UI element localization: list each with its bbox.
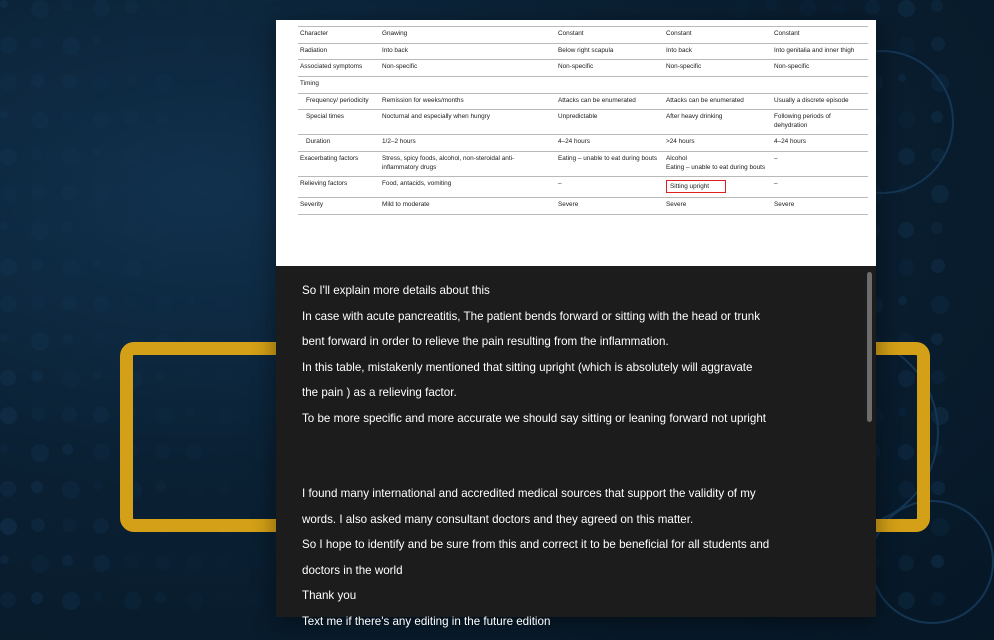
row-label: Radiation xyxy=(298,43,378,60)
table-cell: – xyxy=(770,177,868,198)
clinical-comparison-table xyxy=(276,20,876,246)
row-label: Timing xyxy=(298,76,378,93)
highlighted-cell-box: Sitting upright xyxy=(666,180,726,193)
table-row xyxy=(298,60,868,77)
row-label: Special times xyxy=(298,110,378,135)
table-row xyxy=(298,152,868,177)
table-cell: Below right scapula xyxy=(554,43,662,60)
note-line: In this table, mistakenly mentioned that sitting upright (which is absolutely will aggravate xyxy=(302,360,753,374)
table-bottom-spacer xyxy=(276,246,876,266)
table-cell: Non-specific xyxy=(554,60,662,77)
table-row xyxy=(298,93,868,110)
table-cell: Nocturnal and especially when hungry xyxy=(378,110,554,135)
table-cell: Gnawing xyxy=(378,27,554,44)
note-line: Thank you xyxy=(302,589,357,602)
scrollbar-track[interactable] xyxy=(869,266,874,617)
table-cell: Attacks can be enumerated xyxy=(662,93,770,110)
table-cell: Severe xyxy=(554,198,662,215)
table-cell: 4–24 hours xyxy=(770,135,868,152)
row-label: Duration xyxy=(298,135,378,152)
table-cell: Into back xyxy=(378,43,554,60)
table-row xyxy=(298,198,868,215)
note-line: words. I also asked many consultant doctors and they agreed on this matter. xyxy=(302,512,694,526)
note-line: Text me if there's any editing in the future edition xyxy=(302,614,551,628)
table-cell: Into back xyxy=(662,43,770,60)
table-cell: Constant xyxy=(662,27,770,44)
table xyxy=(298,26,868,215)
note-line: bent forward in order to relieve the pain resulting from the inflammation. xyxy=(302,335,669,348)
table-cell: Unpredictable xyxy=(554,110,662,135)
table-row xyxy=(298,110,868,135)
table-cell: Constant xyxy=(554,27,662,44)
note-line: the pain ) as a relieving factor. xyxy=(302,386,457,399)
document-card xyxy=(276,20,876,628)
note-line: In case with acute pancreatitis, The patient bends forward or sitting with the head or trunk xyxy=(302,309,760,323)
section-filler xyxy=(378,76,868,93)
note-line xyxy=(302,431,850,481)
author-note-text xyxy=(276,266,876,628)
table-row xyxy=(298,135,868,152)
row-label: Relieving factors xyxy=(298,177,378,198)
table-cell: Following periods of dehydration xyxy=(770,110,868,135)
table-cell: – xyxy=(554,177,662,198)
row-label: Associated symptoms xyxy=(298,60,378,77)
table-cell: Eating – unable to eat during bouts xyxy=(554,152,662,177)
table-cell: >24 hours xyxy=(662,135,770,152)
note-line: doctors in the world xyxy=(302,563,403,577)
table-cell: 1/2–2 hours xyxy=(378,135,554,152)
table-cell: Into genitalia and inner thigh xyxy=(770,43,868,60)
row-label: Character xyxy=(298,27,378,44)
row-label: Severity xyxy=(298,198,378,215)
note-line: To be more specific and more accurate we should say sitting or leaning forward not upright xyxy=(302,411,766,425)
table-cell: Non-specific xyxy=(662,60,770,77)
table-row xyxy=(298,27,868,44)
table-cell: Attacks can be enumerated xyxy=(554,93,662,110)
table-cell xyxy=(662,177,770,198)
table-cell: Constant xyxy=(770,27,868,44)
table-cell: Food, antacids, vomiting xyxy=(378,177,554,198)
note-line: So I'll explain more details about this xyxy=(302,284,490,297)
table-cell: Non-specific xyxy=(770,60,868,77)
row-label: Frequency/ periodicity xyxy=(298,93,378,110)
table-cell: Usually a discrete episode xyxy=(770,93,868,110)
scrollbar-thumb[interactable] xyxy=(867,272,872,422)
table-row xyxy=(298,76,868,93)
table-cell: 4–24 hours xyxy=(554,135,662,152)
table-cell: Alcohol Eating – unable to eat during bouts xyxy=(662,152,770,177)
note-line: So I hope to identify and be sure from this and correct it to be beneficial for all students and xyxy=(302,538,770,551)
table-row xyxy=(298,177,868,198)
table-cell: Stress, spicy foods, alcohol, non-steroidal anti-inflammatory drugs xyxy=(378,152,554,177)
table-cell: After heavy drinking xyxy=(662,110,770,135)
table-cell: Severe xyxy=(770,198,868,215)
table-cell: Remission for weeks/months xyxy=(378,93,554,110)
table-cell: Mild to moderate xyxy=(378,198,554,215)
table-row xyxy=(298,43,868,60)
note-line: I found many international and accredited medical sources that support the validity of my xyxy=(302,487,756,500)
table-cell: Severe xyxy=(662,198,770,215)
row-label: Exacerbating factors xyxy=(298,152,378,177)
table-cell: – xyxy=(770,152,868,177)
table-cell: Non-specific xyxy=(378,60,554,77)
